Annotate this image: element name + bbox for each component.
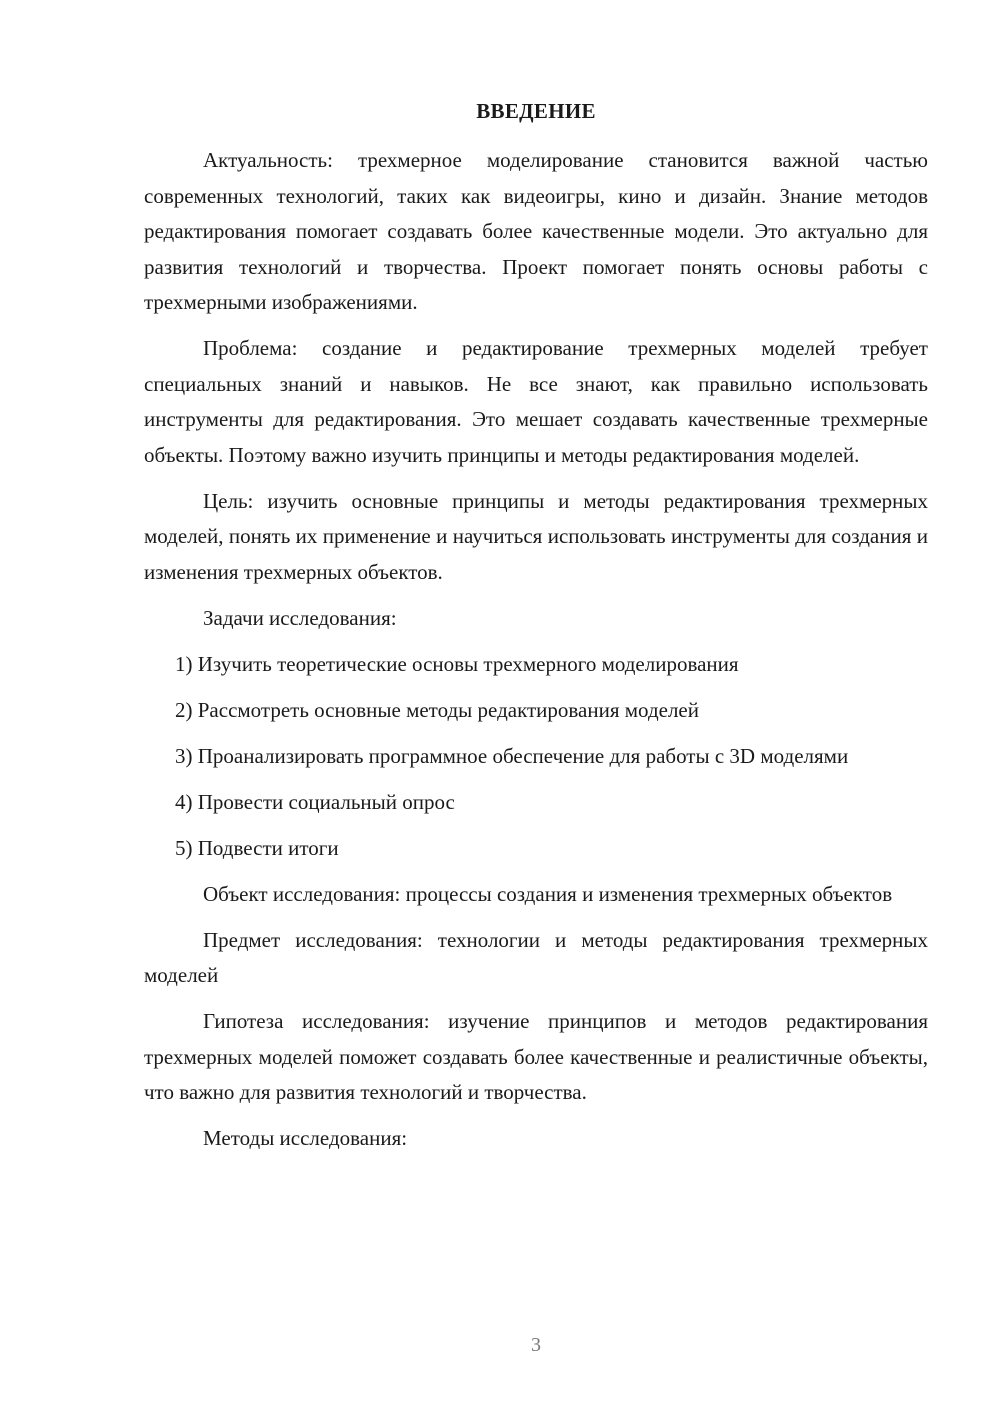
object-paragraph: Объект исследования: процессы создания и изменения трехмерных объектов — [203, 881, 893, 906]
list-item: 2) Рассмотреть основные методы редактирования моделей — [175, 697, 699, 722]
relevance-paragraph: Актуальность: трехмерное моделирование становится важной частью современных технологий, таких как видеоигры, кино и дизайн. Знание методов редактирования помогает создавать более качественные модели. Это актуально для развития технологий и творчества. Проект помогает понять основы работы с трехмерными изображениями. — [144, 148, 928, 314]
list-item: 3) Проанализировать программное обеспечение для работы с 3D моделями — [175, 743, 849, 768]
subject-paragraph: Предмет исследования: технологии и методы редактирования трехмерных моделей — [144, 927, 928, 987]
page-title: ВВЕДЕНИЕ — [476, 99, 596, 123]
hypothesis-paragraph: Гипотеза исследования: изучение принципов и методов редактирования трехмерных моделей поможет создавать более качественные и реалистичные объекты, что важно для развития технологий и творчества. — [144, 1009, 928, 1104]
tasks-list — [144, 647, 928, 867]
problem-paragraph: Проблема: создание и редактирование трехмерных моделей требует специальных знаний и навыков. Не все знают, как правильно использовать инструменты для редактирования. Это мешает создавать качественные трехмерные объекты. Поэтому важно изучить принципы и методы редактирования моделей. — [144, 336, 928, 467]
list-item: 5) Подвести итоги — [175, 835, 339, 860]
goal-paragraph: Цель: изучить основные принципы и методы редактирования трехмерных моделей, понять их применение и научиться использовать инструменты для создания и изменения трехмерных объектов. — [144, 488, 928, 584]
list-item: 1) Изучить теоретические основы трехмерного моделирования — [175, 651, 739, 676]
tasks-heading: Задачи исследования: — [203, 605, 397, 630]
methods-heading: Методы исследования: — [203, 1126, 408, 1150]
list-item: 4) Провести социальный опрос — [175, 789, 455, 814]
page-number: 3 — [531, 1334, 541, 1356]
document-body — [144, 143, 928, 1167]
